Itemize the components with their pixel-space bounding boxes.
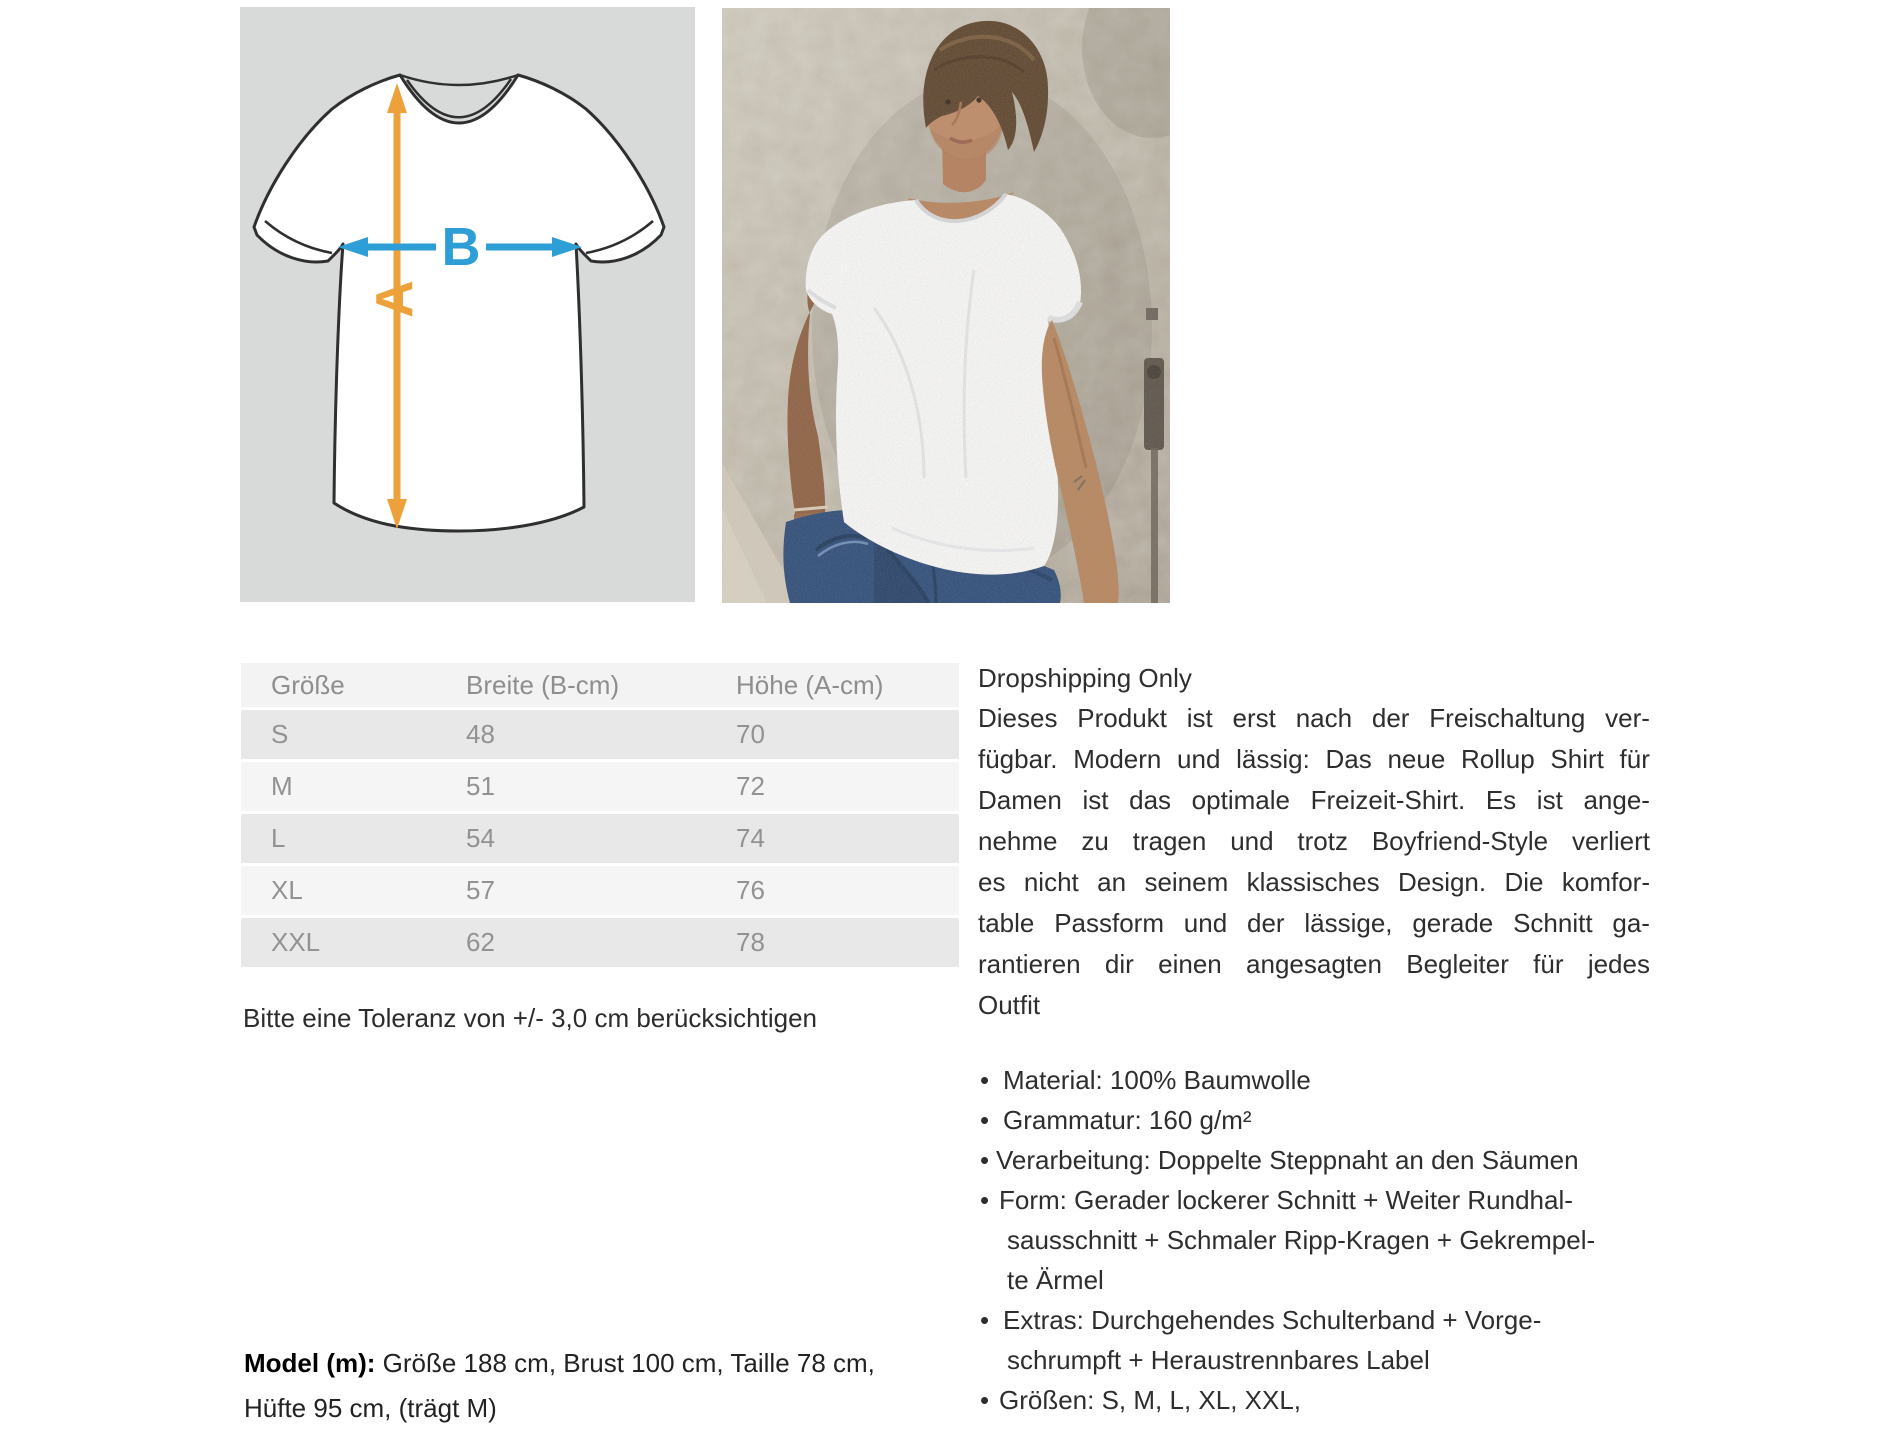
table-cell: M bbox=[241, 761, 466, 813]
paragraph-line: fügbar. Modern und lässig: Das neue Rollup Shirt für bbox=[978, 744, 1650, 774]
tolerance-note: Bitte eine Toleranz von +/- 3,0 cm berücksichtigen bbox=[243, 1003, 817, 1033]
table-cell: 51 bbox=[466, 761, 736, 813]
spec-list bbox=[978, 1060, 1650, 1420]
spec-item-text: Extras: Durchgehendes Schulterband + Vorge- bbox=[1003, 1305, 1542, 1335]
model-info bbox=[244, 1341, 984, 1431]
size-diagram bbox=[240, 7, 695, 602]
table-row bbox=[241, 865, 959, 917]
spec-item-text: sausschnitt + Schmaler Ripp-Kragen + Gekrempel- bbox=[1007, 1225, 1596, 1255]
model-info-line2: Hüfte 95 cm, (trägt M) bbox=[244, 1393, 497, 1423]
product-photo[interactable] bbox=[722, 8, 1170, 603]
table-cell: 72 bbox=[736, 761, 959, 813]
spec-item bbox=[978, 1300, 1650, 1340]
spec-item bbox=[978, 1180, 1650, 1220]
col-header-breite: Breite (B-cm) bbox=[466, 663, 736, 709]
table-cell: 62 bbox=[466, 917, 736, 969]
model-info-line1 bbox=[244, 1341, 984, 1386]
description-heading: Dropshipping Only bbox=[978, 663, 1192, 693]
bullet-marker: • bbox=[980, 1305, 990, 1335]
spec-item bbox=[978, 1100, 1650, 1140]
spec-item bbox=[978, 1140, 1650, 1180]
col-header-hoehe: Höhe (A-cm) bbox=[736, 663, 959, 709]
bullet-marker: • bbox=[980, 1105, 990, 1135]
table-cell: 57 bbox=[466, 865, 736, 917]
bullet-marker: • bbox=[980, 1145, 990, 1175]
tshirt-measurement-drawing bbox=[240, 7, 695, 602]
paragraph-line: rantieren dir einen angesagten Begleiter für jedes bbox=[978, 949, 1650, 979]
spec-item-text: Grammatur: 160 g/m² bbox=[1003, 1105, 1252, 1135]
measure-label-a: A bbox=[366, 280, 424, 318]
spec-item bbox=[978, 1380, 1650, 1420]
bullet-marker: • bbox=[980, 1385, 990, 1415]
paragraph-line: es nicht an seinem klassisches Design. Die komfor- bbox=[978, 867, 1650, 897]
model-photo-illustration bbox=[722, 8, 1170, 603]
spec-item bbox=[978, 1340, 1650, 1380]
spec-item bbox=[978, 1220, 1650, 1260]
table-cell: XL bbox=[241, 865, 466, 917]
table-cell: 54 bbox=[466, 813, 736, 865]
spec-item-text: Material: 100% Baumwolle bbox=[1003, 1065, 1311, 1095]
spec-item-text: schrumpft + Heraustrennbares Label bbox=[1007, 1345, 1430, 1375]
paragraph-line: nehme zu tragen und trotz Boyfriend-Style verliert bbox=[978, 826, 1650, 856]
bullet-marker: • bbox=[980, 1185, 990, 1215]
size-table bbox=[241, 663, 959, 970]
collar-back-line bbox=[400, 75, 518, 85]
spec-item bbox=[978, 1260, 1650, 1300]
spec-item-text: Form: Gerader lockerer Schnitt + Weiter Rundhal- bbox=[999, 1185, 1573, 1215]
table-row bbox=[241, 813, 959, 865]
model-info-measurements: Größe 188 cm, Brust 100 cm, Taille 78 cm, bbox=[375, 1348, 875, 1378]
table-row bbox=[241, 917, 959, 969]
table-row bbox=[241, 709, 959, 761]
table-cell: 76 bbox=[736, 865, 959, 917]
bullet-marker: • bbox=[980, 1065, 990, 1095]
table-cell: L bbox=[241, 813, 466, 865]
tshirt-outline bbox=[254, 75, 664, 531]
table-cell: XXL bbox=[241, 917, 466, 969]
paragraph-line: Damen ist das optimale Freizeit-Shirt. Es ist ange- bbox=[978, 785, 1650, 815]
table-row bbox=[241, 761, 959, 813]
measure-label-b: B bbox=[441, 217, 481, 277]
paragraph-line: table Passform und der lässige, gerade Schnitt ga- bbox=[978, 908, 1650, 938]
product-description bbox=[978, 658, 1650, 1420]
model-info-label: Model (m): bbox=[244, 1348, 376, 1378]
table-cell: 78 bbox=[736, 917, 959, 969]
spec-item bbox=[978, 1060, 1650, 1100]
spec-item-text: Größen: S, M, L, XL, XXL, bbox=[999, 1385, 1302, 1415]
table-header-row bbox=[241, 663, 959, 709]
paragraph-line: Outfit bbox=[978, 990, 1041, 1020]
col-header-groesse: Größe bbox=[241, 663, 466, 709]
table-cell: 48 bbox=[466, 709, 736, 761]
spec-item-text: Verarbeitung: Doppelte Steppnaht an den Säumen bbox=[996, 1145, 1579, 1175]
spec-item-text: te Ärmel bbox=[1007, 1265, 1104, 1295]
table-cell: 70 bbox=[736, 709, 959, 761]
paragraph-line: Dieses Produkt ist erst nach der Freischaltung ver- bbox=[978, 703, 1650, 733]
description-paragraph bbox=[978, 698, 1650, 1026]
size-table-body bbox=[241, 709, 959, 969]
table-cell: 74 bbox=[736, 813, 959, 865]
table-cell: S bbox=[241, 709, 466, 761]
